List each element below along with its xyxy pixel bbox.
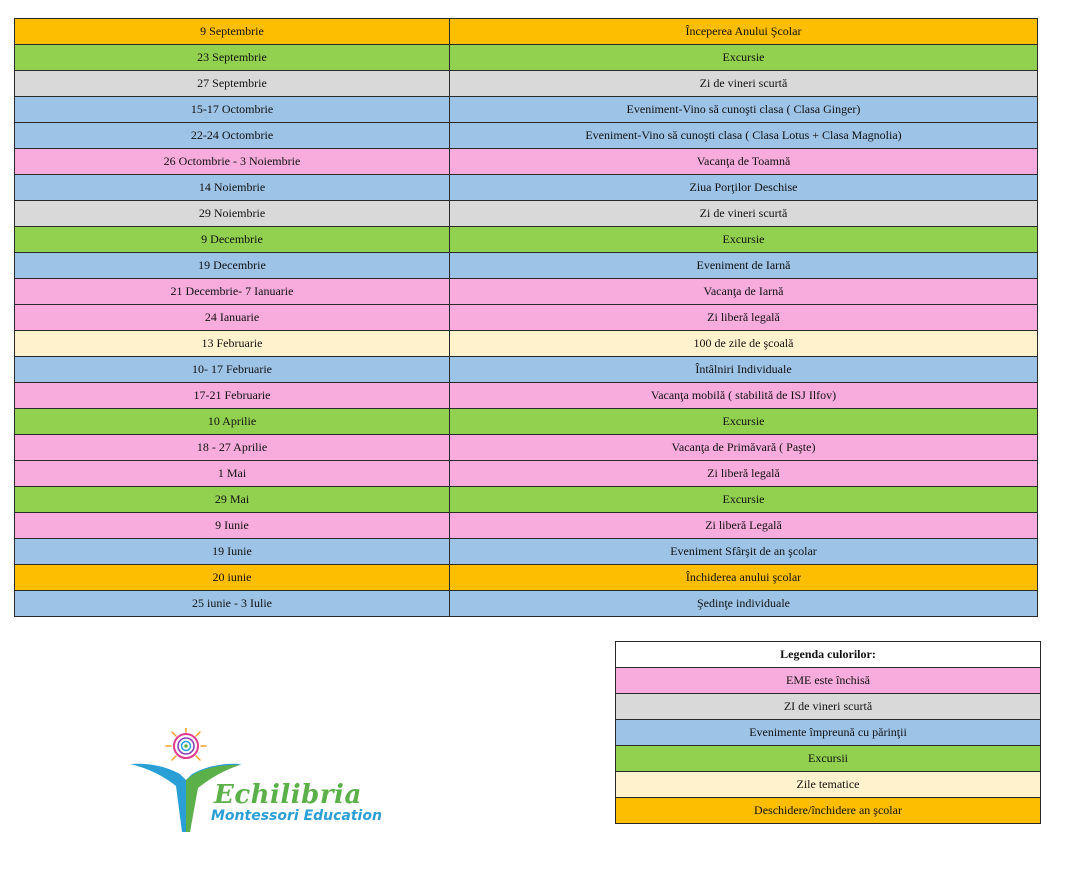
calendar-event-cell: Excursie	[450, 45, 1038, 71]
legend-row	[616, 694, 1041, 720]
calendar-event-cell: Zi liberă legală	[450, 461, 1038, 487]
calendar-row	[15, 45, 1038, 71]
calendar-date-cell: 26 Octombrie - 3 Noiembrie	[15, 149, 450, 175]
calendar-row	[15, 19, 1038, 45]
calendar-event-cell: Eveniment-Vino să cunoşti clasa ( Clasa Lotus + Clasa Magnolia)	[450, 123, 1038, 149]
calendar-date-cell: 29 Noiembrie	[15, 201, 450, 227]
legend-row	[616, 798, 1041, 824]
calendar-date-cell: 27 Septembrie	[15, 71, 450, 97]
calendar-date-cell: 24 Ianuarie	[15, 305, 450, 331]
calendar-row	[15, 305, 1038, 331]
color-legend-table	[615, 641, 1041, 824]
calendar-date-cell: 29 Mai	[15, 487, 450, 513]
calendar-event-cell: Eveniment de Iarnă	[450, 253, 1038, 279]
calendar-date-cell: 9 Septembrie	[15, 19, 450, 45]
legend-row	[616, 720, 1041, 746]
calendar-row	[15, 175, 1038, 201]
legend-row	[616, 772, 1041, 798]
calendar-row	[15, 435, 1038, 461]
calendar-event-cell: Zi de vineri scurtă	[450, 201, 1038, 227]
legend-item-label: EME este închisă	[616, 668, 1041, 694]
calendar-event-cell: Ziua Porţilor Deschise	[450, 175, 1038, 201]
calendar-row	[15, 279, 1038, 305]
calendar-event-cell: Şedinţe individuale	[450, 591, 1038, 617]
calendar-row	[15, 591, 1038, 617]
logo-tagline: Montessori Education	[211, 808, 382, 824]
calendar-date-cell: 1 Mai	[15, 461, 450, 487]
calendar-date-cell: 19 Decembrie	[15, 253, 450, 279]
calendar-event-cell: Întâlniri Individuale	[450, 357, 1038, 383]
calendar-event-cell: Vacanţa de Iarnă	[450, 279, 1038, 305]
legend-title: Legenda culorilor:	[616, 642, 1041, 668]
calendar-date-cell: 10 Aprilie	[15, 409, 450, 435]
calendar-row	[15, 357, 1038, 383]
calendar-date-cell: 21 Decembrie- 7 Ianuarie	[15, 279, 450, 305]
calendar-row	[15, 201, 1038, 227]
calendar-date-cell: 23 Septembrie	[15, 45, 450, 71]
calendar-date-cell: 22-24 Octombrie	[15, 123, 450, 149]
calendar-event-cell: Zi liberă Legală	[450, 513, 1038, 539]
calendar-row	[15, 227, 1038, 253]
calendar-date-cell: 17-21 Februarie	[15, 383, 450, 409]
calendar-row	[15, 71, 1038, 97]
calendar-row	[15, 461, 1038, 487]
calendar-date-cell: 10- 17 Februarie	[15, 357, 450, 383]
legend-item-label: Excursii	[616, 746, 1041, 772]
legend-item-label: Deschidere/închidere an şcolar	[616, 798, 1041, 824]
calendar-event-cell: Vacanţa mobilă ( stabilită de ISJ Ilfov)	[450, 383, 1038, 409]
calendar-event-cell: Excursie	[450, 487, 1038, 513]
calendar-event-cell: 100 de zile de şcoală	[450, 331, 1038, 357]
calendar-event-cell: Excursie	[450, 227, 1038, 253]
calendar-row	[15, 253, 1038, 279]
calendar-event-cell: Eveniment Sfârşit de an şcolar	[450, 539, 1038, 565]
legend-row	[616, 668, 1041, 694]
calendar-event-cell: Excursie	[450, 409, 1038, 435]
calendar-date-cell: 20 iunie	[15, 565, 450, 591]
legend-item-label: Evenimente împreună cu părinţii	[616, 720, 1041, 746]
calendar-event-cell: Vacanţa de Primăvară ( Paşte)	[450, 435, 1038, 461]
calendar-row	[15, 383, 1038, 409]
calendar-date-cell: 19 Iunie	[15, 539, 450, 565]
legend-item-label: ZI de vineri scurtă	[616, 694, 1041, 720]
calendar-row	[15, 331, 1038, 357]
logo-name: Echilibria	[214, 780, 362, 810]
school-calendar-table	[14, 18, 1038, 617]
calendar-date-cell: 9 Decembrie	[15, 227, 450, 253]
calendar-date-cell: 15-17 Octombrie	[15, 97, 450, 123]
calendar-date-cell: 18 - 27 Aprilie	[15, 435, 450, 461]
calendar-date-cell: 25 iunie - 3 Iulie	[15, 591, 450, 617]
calendar-event-cell: Vacanţa de Toamnă	[450, 149, 1038, 175]
calendar-event-cell: Eveniment-Vino să cunoşti clasa ( Clasa Ginger)	[450, 97, 1038, 123]
calendar-body	[15, 19, 1038, 617]
legend-title-row	[616, 642, 1041, 668]
calendar-date-cell: 13 Februarie	[15, 331, 450, 357]
calendar-date-cell: 9 Iunie	[15, 513, 450, 539]
legend-row	[616, 746, 1041, 772]
echilibria-logo	[128, 728, 388, 848]
calendar-row	[15, 487, 1038, 513]
calendar-row	[15, 123, 1038, 149]
calendar-row	[15, 539, 1038, 565]
calendar-event-cell: Închiderea anului şcolar	[450, 565, 1038, 591]
calendar-event-cell: Zi liberă legală	[450, 305, 1038, 331]
calendar-row	[15, 409, 1038, 435]
calendar-row	[15, 513, 1038, 539]
legend-item-label: Zile tematice	[616, 772, 1041, 798]
legend-body	[616, 642, 1041, 824]
calendar-event-cell: Zi de vineri scurtă	[450, 71, 1038, 97]
calendar-row	[15, 149, 1038, 175]
calendar-row	[15, 97, 1038, 123]
calendar-row	[15, 565, 1038, 591]
calendar-date-cell: 14 Noiembrie	[15, 175, 450, 201]
calendar-event-cell: Începerea Anului Şcolar	[450, 19, 1038, 45]
